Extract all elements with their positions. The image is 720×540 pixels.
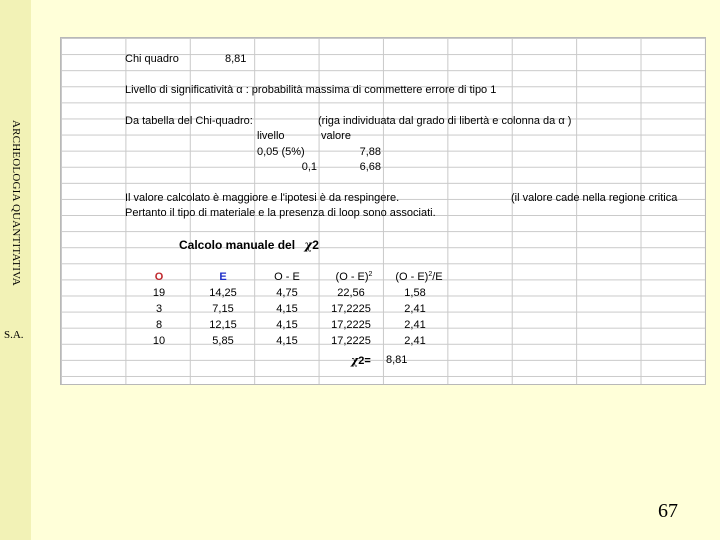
author-initials: S.A. xyxy=(4,329,24,341)
header-o: O xyxy=(154,271,164,283)
row3-oe2e: 2,41 xyxy=(404,319,426,331)
row1-o: 19 xyxy=(152,287,166,299)
row4-e: 5,85 xyxy=(212,335,234,347)
conclusion-line-1: Il valore calcolato è maggiore e l'ipotesi è da respingere. xyxy=(125,192,400,204)
row3-o: 8 xyxy=(155,319,163,331)
lookup-valore-1: 7,88 xyxy=(359,146,381,158)
header-e: E xyxy=(219,271,227,283)
row1-e: 14,25 xyxy=(209,287,237,299)
total-value: 8,81 xyxy=(386,354,408,366)
lookup-livello-1: 0,05 (5%) xyxy=(257,146,305,158)
chi-symbol: χ xyxy=(304,238,313,252)
table-note: (riga individuata dal grado di libertà e colonna da α ) xyxy=(318,115,572,127)
row1-oe2: 22,56 xyxy=(337,287,365,299)
header-oe2: (O - E)$^2$ xyxy=(335,271,373,283)
chi-label: Chi quadro xyxy=(125,53,179,65)
conclusion-line-2: Pertanto il tipo di materiale e la presenza di loop sono associati. xyxy=(125,207,436,219)
header-oe: O - E xyxy=(274,271,300,283)
row2-oe2e: 2,41 xyxy=(404,303,426,315)
spreadsheet-image xyxy=(60,37,706,385)
row4-oe2e: 2,41 xyxy=(404,335,426,347)
vertical-title: ARCHEOLOGIA QUANTITATIVA xyxy=(10,120,22,286)
row2-e: 7,15 xyxy=(212,303,234,315)
significance-text: Livello di significatività α : probabilità massima di commettere errore di tipo 1 xyxy=(125,84,497,96)
row3-oe: 4,15 xyxy=(276,319,298,331)
row2-oe: 4,15 xyxy=(276,303,298,315)
row1-oe2e: 1,58 xyxy=(404,287,426,299)
header-oe2e: (O - E)$^2$/E xyxy=(395,271,443,283)
conclusion-note: (il valore cade nella regione critica xyxy=(511,192,678,204)
col-livello: livello xyxy=(257,130,285,142)
row2-oe2: 17,2225 xyxy=(331,303,371,315)
row4-oe2: 17,2225 xyxy=(331,335,371,347)
total-label: χ2= xyxy=(351,354,371,367)
manual-title: Calcolo manuale del χ2 xyxy=(179,238,319,252)
lookup-valore-2: 6,68 xyxy=(359,161,381,173)
row2-o: 3 xyxy=(155,303,163,315)
lookup-livello-2: 0,1 xyxy=(301,161,317,173)
page-number: 67 xyxy=(658,500,678,522)
row1-oe: 4,75 xyxy=(276,287,298,299)
row3-oe2: 17,2225 xyxy=(331,319,371,331)
row4-o: 10 xyxy=(152,335,166,347)
col-valore: valore xyxy=(321,130,351,142)
chi-value: 8,81 xyxy=(225,53,247,65)
table-intro: Da tabella del Chi-quadro: xyxy=(125,115,253,127)
row4-oe: 4,15 xyxy=(276,335,298,347)
row3-e: 12,15 xyxy=(209,319,237,331)
